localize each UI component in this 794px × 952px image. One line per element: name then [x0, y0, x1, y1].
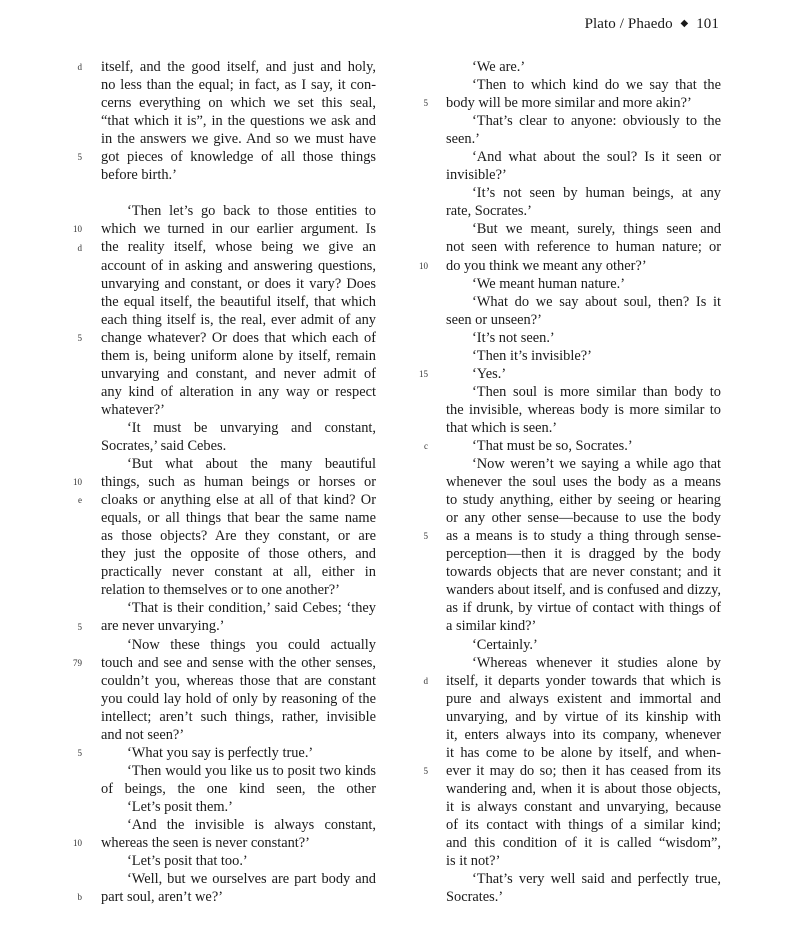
- text-line: and this condition of it is called “wisdom”,: [446, 835, 721, 852]
- text-line: that which is seen.’: [446, 419, 558, 436]
- text-line: invisible?’: [446, 167, 507, 184]
- text-line: unvarying and constant, or does it vary? Does: [101, 275, 376, 292]
- text-line: ‘It’s not seen.’: [472, 329, 555, 346]
- text-line: things, such as human beings or horses or: [101, 474, 376, 491]
- text-line: pure and always existent and immortal and: [446, 690, 721, 707]
- line-marker: 10: [73, 224, 82, 235]
- text-line: couldn’t you, whereas those that are constant: [101, 672, 376, 689]
- text-line: Socrates.’: [446, 889, 504, 906]
- text-line: rate, Socrates.’: [446, 203, 532, 220]
- text-line: do you think we meant any other?’: [446, 257, 647, 274]
- text-line: wanders about itself, and is confused and dizzy,: [446, 582, 721, 599]
- line-marker: d: [423, 675, 428, 686]
- text-line: ‘That’s clear to anyone: obviously to the: [472, 113, 721, 130]
- line-marker: 5: [77, 621, 82, 632]
- line-marker: 10: [73, 838, 82, 849]
- text-line: ‘Then let’s go back to those entities to: [127, 203, 376, 220]
- text-line: ‘Now these things you could actually: [127, 636, 376, 653]
- line-marker: c: [424, 441, 428, 452]
- text-line: are never unvarying.’: [101, 618, 225, 635]
- text-line: ‘Yes.’: [472, 365, 507, 382]
- line-marker: 15: [419, 368, 428, 379]
- text-line: and not seen?’: [101, 726, 185, 743]
- line-marker: d: [77, 242, 82, 253]
- text-line: not seen with reference to human nature; or: [446, 239, 721, 256]
- text-line: itself, and the good itself, and just and holy,: [101, 59, 376, 75]
- line-marker: 10: [73, 477, 82, 488]
- text-line: ‘Then to which kind do we say that the: [472, 77, 721, 94]
- text-line: ‘Well, but we ourselves are part body and: [127, 871, 376, 888]
- line-marker: 5: [423, 98, 428, 109]
- line-marker: 79: [73, 657, 82, 668]
- header-author: Plato: [584, 16, 616, 32]
- running-header: [0, 16, 719, 33]
- text-line: ‘Then it’s invisible?’: [472, 347, 592, 364]
- page-number: 101: [696, 16, 719, 32]
- text-line: ‘That’s very well said and perfectly true,: [472, 871, 721, 888]
- text-line: any kind of alteration in any way or respect: [101, 383, 376, 400]
- text-line: them is, being uniform alone by itself, remain: [101, 347, 376, 364]
- text-line: ever it may do so; then it has ceased from its: [446, 762, 721, 779]
- text-line: it is always constant and unvarying, because: [446, 798, 721, 815]
- line-marker: 5: [77, 747, 82, 758]
- text-line: as if drunk, by virtue of contact with things of: [446, 600, 721, 617]
- text-line: each thing itself is, the real, ever admit of any: [101, 311, 376, 328]
- text-line: ‘What you say is perfectly true.’: [127, 744, 314, 761]
- text-line: ‘It must be unvarying and constant,: [127, 419, 376, 436]
- text-line: it has come to be alone by itself, and when-: [446, 744, 721, 761]
- line-marker: 10: [419, 260, 428, 271]
- text-line: the reality itself, whose being we give an: [101, 239, 376, 256]
- diamond-icon: ◆: [680, 18, 689, 29]
- header-separator: /: [619, 16, 625, 32]
- right-text-column: [446, 58, 721, 906]
- text-line: ‘That is their condition,’ said Cebes; ‘they: [127, 600, 376, 617]
- text-line: ‘But we meant, surely, things seen and: [472, 221, 721, 238]
- text-line: perception—then it is dragged by the body: [446, 546, 721, 563]
- text-line: whereas the seen is never constant?’: [101, 835, 310, 852]
- line-marker: d: [77, 62, 82, 72]
- text-line: it, enters always into its company, whenever: [446, 726, 721, 743]
- text-line: whatever?’: [101, 401, 165, 418]
- text-line: practically never constant at all, either in: [101, 564, 376, 581]
- text-line: ‘We meant human nature.’: [472, 275, 626, 292]
- text-line: equals, or all things that bear the same name: [101, 510, 376, 527]
- text-line: Socrates,’ said Cebes.: [101, 437, 227, 454]
- text-line: ‘And what about the soul? Is it seen or: [472, 149, 721, 166]
- text-line: ‘That must be so, Socrates.’: [472, 437, 633, 454]
- text-line: relation to themselves or to one another?’: [101, 582, 340, 599]
- text-line: of its contact with things of a similar kind;: [446, 816, 721, 833]
- text-line: ‘And the invisible is always constant,: [127, 816, 376, 833]
- text-line: account of in asking and answering questions,: [101, 257, 376, 274]
- text-line: the equal itself, the beautiful itself, that which: [101, 293, 376, 310]
- text-line: intellect; aren’t such things, rather, invisible: [101, 708, 376, 725]
- header-title: Phaedo: [627, 16, 673, 32]
- line-marker: b: [77, 892, 82, 903]
- text-line: the invisible, whereas body is more similar to: [446, 401, 721, 418]
- text-line: is it not?’: [446, 853, 501, 870]
- line-marker: e: [78, 495, 82, 506]
- text-line: unvarying, and by virtue of its kinship with: [446, 708, 721, 725]
- text-line: body will be more similar and more akin?’: [446, 95, 692, 112]
- text-line: they just the opposite of those others, and: [101, 546, 376, 563]
- text-line: ‘Then soul is more similar than body to: [472, 383, 721, 400]
- line-marker: 5: [423, 765, 428, 776]
- text-line: you could lay hold of only by reasoning of the: [101, 690, 376, 707]
- left-text-column: [101, 58, 376, 906]
- text-line: of beings, the one kind seen, the other: [101, 780, 376, 797]
- text-line: seen.’: [446, 131, 480, 148]
- text-line: as a means is to study a thing through sense-: [446, 528, 721, 545]
- text-line: part soul, aren’t we?’: [101, 889, 224, 906]
- text-line: cloaks or anything else at all of that kind? Or: [101, 492, 376, 509]
- text-line: touch and see and sense with the other senses,: [101, 654, 376, 671]
- text-line: towards objects that are never constant; and it: [446, 564, 721, 581]
- text-line: seen or unseen?’: [446, 311, 542, 328]
- line-marker: 5: [423, 531, 428, 542]
- text-line: which we turned in our earlier argument. Is: [101, 221, 376, 238]
- text-line: [101, 184, 376, 202]
- text-line: ‘Let’s posit that too.’: [127, 853, 248, 870]
- text-line: whenever the soul uses the body as a means: [446, 474, 721, 491]
- text-line: a similar kind?’: [446, 618, 537, 635]
- text-line: ‘Then would you like us to posit two kinds: [127, 762, 376, 779]
- text-line: to study anything, either by seeing or hearing: [446, 492, 721, 509]
- text-line: ‘Let’s posit them.’: [127, 798, 233, 815]
- text-line: got pieces of knowledge of all those things: [101, 149, 376, 166]
- text-line: before birth.’: [101, 167, 177, 184]
- text-line: no less than the equal; in fact, as I say, it con-: [101, 77, 376, 94]
- line-marker: 5: [77, 332, 82, 343]
- text-line: ‘What do we say about soul, then? Is it: [472, 293, 721, 310]
- text-line: unvarying and constant, and never admit of: [101, 365, 376, 382]
- text-line: wandering and, when it is about those objects,: [446, 780, 721, 797]
- text-line: as those objects? Are they constant, or are: [101, 528, 376, 545]
- text-line: change whatever? Or does that which each of: [101, 329, 376, 346]
- text-line: ‘Whereas whenever it studies alone by: [472, 654, 721, 671]
- text-line: or any other sense—because to use the body: [446, 510, 721, 527]
- line-marker: 5: [77, 152, 82, 163]
- text-line: in the answers we give. And so we must have: [101, 131, 376, 148]
- text-line: ‘Now weren’t we saying a while ago that: [472, 456, 721, 473]
- text-line: ‘It’s not seen by human beings, at any: [472, 185, 721, 202]
- text-line: ‘But what about the many beautiful: [127, 456, 376, 473]
- text-line: cerns everything on which we set this seal,: [101, 95, 376, 112]
- text-line: itself, it departs yonder towards that which is: [446, 672, 721, 689]
- text-line: “that which it is”, in the questions we ask and: [101, 113, 376, 130]
- text-line: ‘We are.’: [472, 59, 526, 75]
- text-line: ‘Certainly.’: [472, 636, 538, 653]
